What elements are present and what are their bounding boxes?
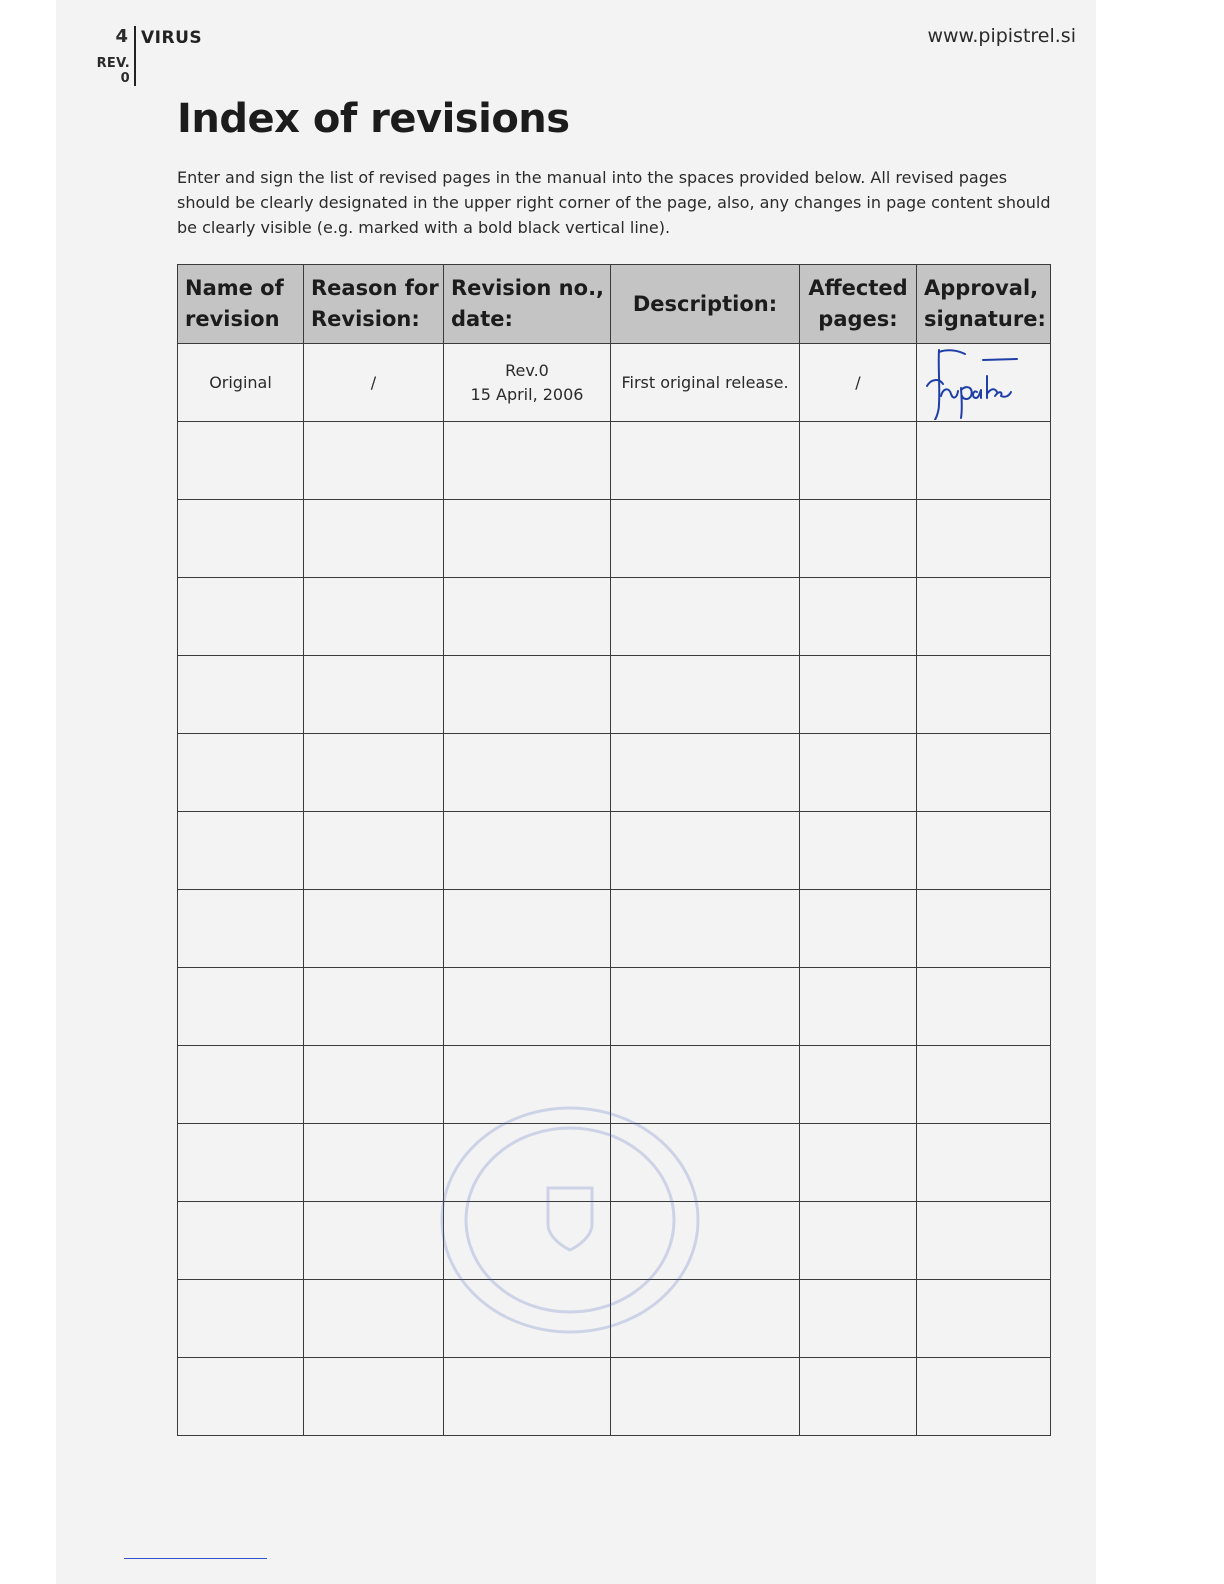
cell-description [611, 500, 800, 578]
header-revision-no-date: Revision no., date: [444, 265, 611, 344]
table-row [178, 1280, 1051, 1358]
cell-affected-pages [800, 422, 917, 500]
cell-description [611, 968, 800, 1046]
cell-signature [917, 1280, 1051, 1358]
cell-affected-pages [800, 968, 917, 1046]
cell-revision-no-date [444, 656, 611, 734]
cell-reason [304, 1124, 444, 1202]
cell-affected-pages [800, 734, 917, 812]
table-header-row [178, 265, 1051, 344]
cell-signature [917, 812, 1051, 890]
cell-description [611, 578, 800, 656]
cell-description [611, 1124, 800, 1202]
cell-name: Original [178, 344, 304, 422]
cell-description [611, 422, 800, 500]
cell-name [178, 1124, 304, 1202]
cell-description [611, 656, 800, 734]
cell-affected-pages [800, 890, 917, 968]
cell-reason [304, 1280, 444, 1358]
cell-reason [304, 968, 444, 1046]
header-description: Description: [611, 265, 800, 344]
intro-paragraph: Enter and sign the list of revised pages in the manual into the spaces provided below. All revised pages should be clearly designated in the upper right corner of the page, also, any changes in page content should be clearly visible (e.g. marked with a bold black vertical line). [177, 168, 1051, 237]
table-row [178, 656, 1051, 734]
header-name-of-revision: Name of revision [178, 265, 304, 344]
cell-signature [917, 890, 1051, 968]
cell-revision-no-date [444, 422, 611, 500]
cell-signature [917, 1358, 1051, 1436]
cell-signature [917, 1124, 1051, 1202]
cell-reason [304, 1046, 444, 1124]
cell-revision-no-date [444, 734, 611, 812]
header-divider [134, 26, 136, 86]
cell-reason [304, 812, 444, 890]
cell-description [611, 734, 800, 812]
cell-name [178, 1358, 304, 1436]
cell-affected-pages [800, 1280, 917, 1358]
cell-description [611, 1046, 800, 1124]
cell-revision-no-date [444, 1202, 611, 1280]
cell-reason: / [304, 344, 444, 422]
cell-signature [917, 578, 1051, 656]
cell-reason [304, 422, 444, 500]
header-reason-for-revision: Reason for Revision: [304, 265, 444, 344]
table-row [178, 1202, 1051, 1280]
cell-affected-pages: / [800, 344, 917, 422]
cell-name [178, 1046, 304, 1124]
table-row [178, 500, 1051, 578]
table-row [178, 344, 1051, 422]
cell-signature [917, 968, 1051, 1046]
cell-affected-pages [800, 500, 917, 578]
cell-reason [304, 890, 444, 968]
cell-signature [917, 344, 1051, 422]
table-row [178, 1046, 1051, 1124]
cell-revision-no-date [444, 890, 611, 968]
cell-revision-no-date [444, 500, 611, 578]
table-row [178, 1124, 1051, 1202]
page-title: Index of revisions [177, 96, 570, 142]
cell-description [611, 890, 800, 968]
cell-name [178, 968, 304, 1046]
cell-revision-no-date [444, 968, 611, 1046]
table-row [178, 734, 1051, 812]
revision-label: REV. 0 [96, 56, 130, 86]
cell-signature [917, 500, 1051, 578]
cell-name [178, 890, 304, 968]
cell-signature [917, 734, 1051, 812]
website-url: www.pipistrel.si [927, 25, 1076, 47]
cell-revision-no-date [444, 1046, 611, 1124]
cell-reason [304, 1358, 444, 1436]
table-row [178, 1358, 1051, 1436]
cell-description [611, 1358, 800, 1436]
cell-signature [917, 422, 1051, 500]
cell-revision-no-date: Rev.0 15 April, 2006 [444, 344, 611, 422]
cell-affected-pages [800, 1358, 917, 1436]
header-approval-signature: Approval, signature: [917, 265, 1051, 344]
table-row [178, 422, 1051, 500]
cell-name [178, 812, 304, 890]
cell-signature [917, 1046, 1051, 1124]
footer-link-line [124, 1558, 267, 1559]
cell-affected-pages [800, 812, 917, 890]
cell-name [178, 1202, 304, 1280]
table-row [178, 812, 1051, 890]
cell-affected-pages [800, 1202, 917, 1280]
cell-revision-no-date [444, 1280, 611, 1358]
page-number: 4 [115, 26, 128, 47]
table-row [178, 968, 1051, 1046]
cell-reason [304, 656, 444, 734]
cell-description [611, 1202, 800, 1280]
cell-reason [304, 734, 444, 812]
revisions-table [177, 264, 1051, 1436]
cell-revision-no-date [444, 1124, 611, 1202]
cell-reason [304, 578, 444, 656]
cell-description [611, 1280, 800, 1358]
handwritten-signature [921, 346, 1045, 420]
cell-name [178, 422, 304, 500]
cell-signature [917, 656, 1051, 734]
table-row [178, 578, 1051, 656]
cell-affected-pages [800, 578, 917, 656]
cell-description [611, 812, 800, 890]
cell-revision-no-date [444, 578, 611, 656]
cell-name [178, 578, 304, 656]
cell-reason [304, 1202, 444, 1280]
cell-name [178, 500, 304, 578]
cell-name [178, 734, 304, 812]
cell-reason [304, 500, 444, 578]
cell-revision-no-date [444, 812, 611, 890]
cell-description: First original release. [611, 344, 800, 422]
header-affected-pages: Affected pages: [800, 265, 917, 344]
cell-affected-pages [800, 1046, 917, 1124]
cell-affected-pages [800, 1124, 917, 1202]
model-name: VIRUS [141, 28, 203, 48]
table-row [178, 890, 1051, 968]
cell-affected-pages [800, 656, 917, 734]
cell-name [178, 1280, 304, 1358]
cell-revision-no-date [444, 1358, 611, 1436]
cell-name [178, 656, 304, 734]
cell-signature [917, 1202, 1051, 1280]
